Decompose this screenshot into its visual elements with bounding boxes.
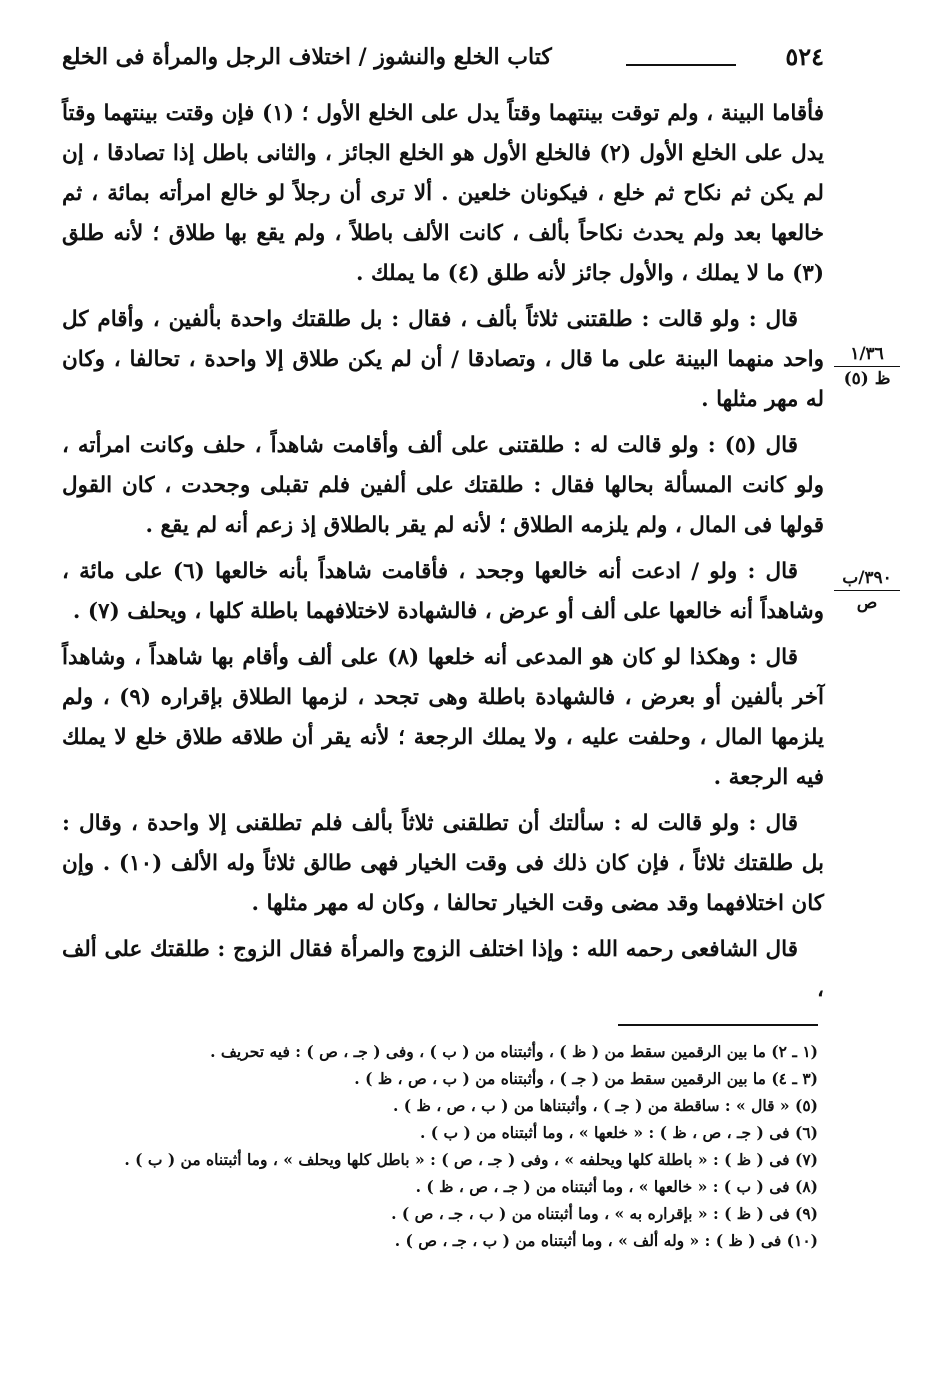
- footnote: (٥) « قال » : ساقطة من ( جـ ) ، وأثبتناها من ( ب ، ص ، ظ ) .: [392, 1096, 818, 1115]
- body-text: [62, 94, 824, 1016]
- footnote: (٩) فى ( ظ ) : « بإقراره به » ، وما أثبتناه من ( ب ، جـ ، ص ) .: [391, 1204, 818, 1223]
- margin-note-folio: ٣٩٠/ب: [842, 568, 892, 588]
- paragraph-text: ولو قالت له : طلقتنى على ألف وأقامت شاهداً ، حلف وكانت امرأته ، ولو كانت المسألة بحالها فقال : طلقتك على ألفين فلم تقبلى وجحدت ، كان القول قولها فى المال ، ولم يلزمه الطلاق ؛ لأنه لم يقر بالطلاق إذ زعم أنه لم يقع .: [62, 433, 824, 538]
- paragraph-lead: قال :: [748, 307, 798, 332]
- footnote: (٧) فى ( ظ ) : « باطلة كلها ويحلفه » ، وفى ( جـ ، ص ) : « باطل كلها ويحلف » ، وما أثبتناه من ( ب ) .: [124, 1150, 818, 1169]
- paragraph: [62, 930, 824, 1010]
- paragraph: [62, 804, 824, 924]
- page-number: ٥٢٤: [785, 42, 824, 71]
- paragraph: [62, 300, 824, 420]
- paragraph-text: وهكذا لو كان هو المدعى أنه خلعها (٨) على ألف وأقام بها شاهداً ، وشاهداً آخر بألفين أو بعرض ، فالشهادة باطلة وهى تجحد ، لزمها الطلاق بإقراره (٩) ، ولم يلزمها المال ، وحلفت عليه ، ولا يملك الرجعة ؛ لأنه يقر أن طلاقه طلاق خلع لا يملك فيه الرجعة .: [62, 645, 825, 790]
- paragraph-text: ولو قالت : طلقتنى ثلاثاً بألف ، فقال : بل طلقتك واحدة بألفين ، وأقام كل واحد منهما البينة على ما قال ، وتصادقا / أن لم يكن طلاق إلا واحدة ، تحالفا ، وكان له مهر مثلها .: [62, 307, 824, 412]
- paragraph-lead: قال :: [748, 811, 798, 836]
- margin-note-rule: [834, 366, 900, 367]
- paragraph-lead: قال الشافعى: [681, 937, 798, 962]
- paragraph-lead: قال (٥) :: [707, 433, 798, 458]
- paragraph-lead: قال :: [749, 645, 798, 670]
- footnotes: [62, 1038, 818, 1254]
- paragraph: [62, 426, 824, 546]
- footnote-rule: [618, 1024, 818, 1026]
- footnote: (١ ـ ٢) ما بين الرقمين سقط من ( ظ ) ، وأثبتناه من ( ب ) ، وفى ( جـ ، ص ) : فيه تحريف .: [210, 1042, 818, 1061]
- margin-note: [828, 568, 906, 613]
- margin-note-folio: ١/٣٦: [850, 344, 884, 364]
- margin-note: [828, 344, 906, 389]
- header-rule: [626, 64, 736, 66]
- margin-note-manuscript: ص: [856, 593, 878, 613]
- paragraph: [62, 94, 824, 294]
- footnote: (٨) فى ( ب ) : « خالعها » ، وما أثبتناه من ( جـ ، ص ، ظ ) .: [415, 1177, 818, 1196]
- page-header: [62, 42, 824, 86]
- paragraph-text: فأقاما البينة ، ولم توقت بينتهما وقتاً يدل على الخلع الأول ؛ (١) فإن وقتت بينتهما وقتاً يدل على الخلع الأول (٢) فالخلع الأول هو الخلع الجائز ، والثانى باطل إذا تصادقا ، إن لم يكن ثم نكاح ثم خلع ، فيكونان خلعين . ألا ترى أن رجلاً لو خالع امرأته بمائة ، ثم خالعها بعد ولم يحدث نكاحاً بألف ، كانت الألف باطلاً ، ولم يقع بها طلاق ؛ لأنه طلق (٣) ما لا يملك ، والأول جائز لأنه طلق (٤) ما يملك .: [62, 101, 824, 286]
- paragraph-lead: قال :: [747, 559, 798, 584]
- margin-note-rule: [834, 590, 900, 591]
- footnote: (٦) فى ( جـ ، ص ، ظ ) : « خلعها » ، وما أثبتناه من ( ب ) .: [419, 1123, 818, 1142]
- paragraph-text: ولو / ادعت أنه خالعها وجحد ، فأقامت شاهداً بأنه خالعها (٦) على مائة ، وشاهداً أنه خالعها على ألف أو عرض ، فالشهادة لاختلافهما باطلة كلها ، ويحلف (٧) .: [62, 559, 824, 624]
- footnote: (٣ ـ ٤) ما بين الرقمين سقط من ( جـ ) ، وأثبتناه من ( ب ، ص ، ظ ) .: [354, 1069, 818, 1088]
- paragraph-text: رحمه الله : وإذا اختلف الزوج والمرأة فقال الزوج : طلقتك على ألف ،: [62, 937, 824, 1002]
- footnote: (١٠) فى ( ظ ) : « وله ألف » ، وما أثبتناه من ( ب ، جـ ، ص ) .: [394, 1231, 818, 1250]
- paragraph-text: ولو قالت له : سألتك أن تطلقنى ثلاثاً بألف فلم تطلقنى إلا واحدة ، وقال : بل طلقتك ثلاثاً ، فإن كان ذلك فى وقت الخيار فهى طالق ثلاثاً وله الألف (١٠) . وإن كان اختلافهما وقد مضى وقت الخيار تحالفا ، وكان له مهر مثلها .: [62, 811, 824, 916]
- margin-note-manuscript: ظ (٥): [843, 369, 891, 389]
- running-title: كتاب الخلع والنشوز / اختلاف الرجل والمرأة فى الخلع: [62, 44, 552, 70]
- paragraph: [62, 638, 824, 798]
- paragraph: [62, 552, 824, 632]
